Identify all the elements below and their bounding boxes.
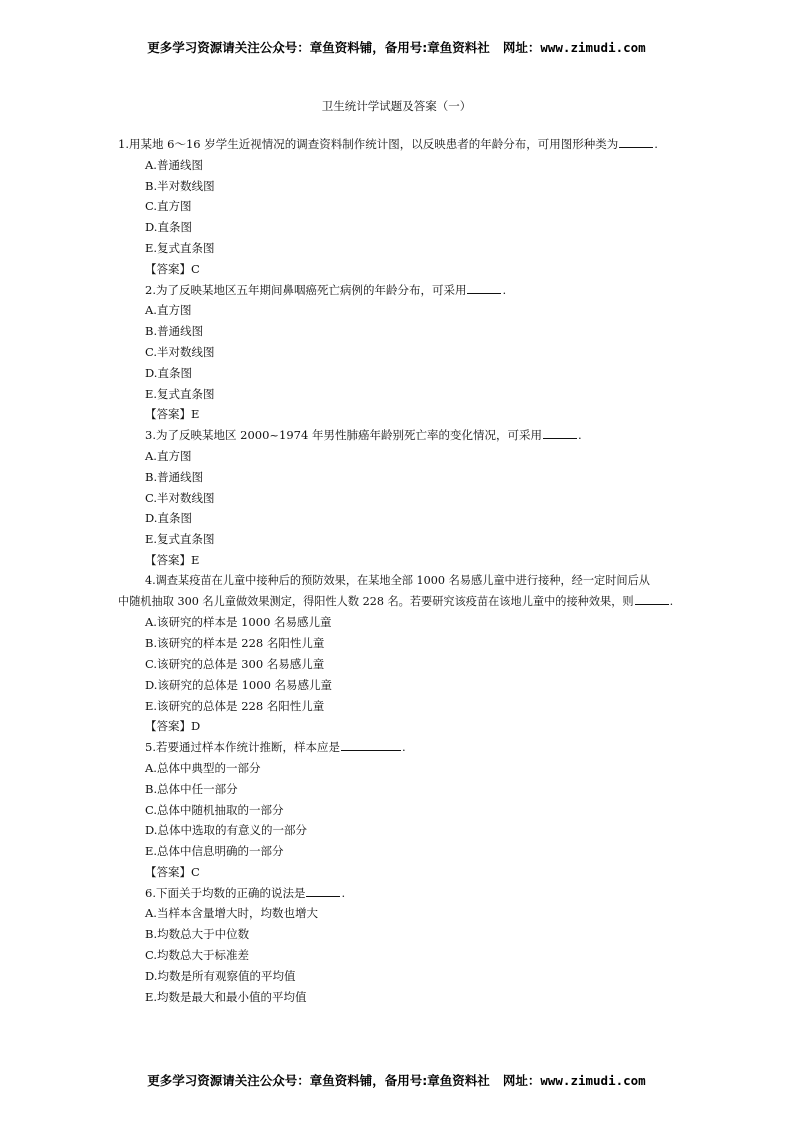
option-d: D.直条图 bbox=[145, 511, 192, 526]
question-4 bbox=[118, 571, 674, 737]
header-banner bbox=[0, 38, 793, 56]
question-stem: 3.为了反映某地区 2000~1974 年男性肺癌年龄别死亡率的变化情况，可采用 . bbox=[145, 428, 582, 443]
option-d: D.直条图 bbox=[145, 220, 192, 235]
option-e: E.复式直条图 bbox=[145, 240, 215, 255]
question-stem: 2.为了反映某地区五年期间鼻咽癌死亡病例的年龄分布，可采用 . bbox=[145, 282, 507, 297]
document-title: 卫生统计学试题及答案（一） bbox=[321, 99, 472, 113]
option-b: B.总体中任一部分 bbox=[145, 781, 238, 796]
question-5 bbox=[118, 737, 674, 883]
answer-line: 【答案】C bbox=[145, 864, 200, 879]
answer-line: 【答案】D bbox=[145, 719, 201, 734]
header-banner-url[interactable]: www.zimudi.com bbox=[540, 40, 646, 55]
answer-blank bbox=[467, 281, 501, 294]
option-a: A.直方图 bbox=[145, 448, 192, 463]
option-a: A.直方图 bbox=[145, 303, 192, 318]
option-e: E.均数是最大和最小值的平均值 bbox=[145, 989, 307, 1004]
header-banner-text: 更多学习资源请关注公众号：章鱼资料铺，备用号:章鱼资料社 网址： bbox=[147, 40, 541, 55]
answer-line: 【答案】C bbox=[145, 261, 200, 276]
option-e: E.复式直条图 bbox=[145, 386, 215, 401]
answer-blank bbox=[543, 426, 577, 439]
question-stem: 1.用某地 6～16 岁学生近视情况的调查资料制作统计图，以反映患者的年龄分布，可用图形种类为 . bbox=[118, 137, 658, 151]
footer-banner-url[interactable]: www.zimudi.com bbox=[540, 1073, 646, 1088]
question-1 bbox=[118, 134, 674, 280]
option-c: C.直方图 bbox=[145, 199, 192, 214]
question-2 bbox=[118, 280, 674, 426]
answer-line: 【答案】E bbox=[145, 407, 200, 422]
option-b: B.该研究的样本是 228 名阳性儿童 bbox=[145, 636, 325, 651]
answer-blank bbox=[635, 592, 669, 605]
option-b: B.均数总大于中位数 bbox=[145, 927, 250, 942]
question-stem-line-1: 4.调查某疫苗在儿童中接种后的预防效果，在某地全部 1000 名易感儿童中进行接种，经一定时间后从 bbox=[145, 573, 650, 587]
question-stem: 6.下面关于均数的正确的说法是 . bbox=[145, 885, 346, 900]
document-body bbox=[118, 134, 674, 1007]
option-c: C.均数总大于标准差 bbox=[145, 948, 250, 963]
footer-banner-text: 更多学习资源请关注公众号：章鱼资料铺，备用号:章鱼资料社 网址： bbox=[147, 1073, 541, 1088]
option-b: B.半对数线图 bbox=[145, 178, 215, 193]
option-c: C.该研究的总体是 300 名易感儿童 bbox=[145, 656, 325, 671]
option-e: E.该研究的总体是 228 名阳性儿童 bbox=[145, 698, 325, 713]
footer-banner bbox=[0, 1071, 793, 1089]
option-a: A.普通线图 bbox=[145, 157, 203, 172]
option-a: A.总体中典型的一部分 bbox=[145, 760, 261, 775]
answer-blank bbox=[619, 135, 653, 148]
option-c: C.半对数线图 bbox=[145, 344, 215, 359]
question-3 bbox=[118, 425, 674, 571]
option-d: D.总体中选取的有意义的一部分 bbox=[145, 823, 307, 838]
option-d: D.均数是所有观察值的平均值 bbox=[145, 968, 296, 983]
option-d: D.该研究的总体是 1000 名易感儿童 bbox=[145, 677, 333, 692]
answer-blank bbox=[306, 884, 340, 897]
option-c: C.半对数线图 bbox=[145, 490, 215, 505]
question-stem: 5.若要通过样本作统计推断，样本应是 . bbox=[145, 740, 406, 755]
question-6 bbox=[118, 883, 674, 1008]
option-e: E.总体中信息明确的一部分 bbox=[145, 844, 284, 859]
option-c: C.总体中随机抽取的一部分 bbox=[145, 802, 284, 817]
option-a: A.当样本含量增大时，均数也增大 bbox=[145, 906, 318, 921]
question-stem-line-2: 中随机抽取 300 名儿童做效果测定，得阳性人数 228 名。若要研究该疫苗在该地儿童中的接种效果，则 . bbox=[118, 592, 674, 613]
answer-blank bbox=[341, 738, 401, 751]
option-b: B.普通线图 bbox=[145, 324, 204, 339]
option-d: D.直条图 bbox=[145, 365, 192, 380]
option-b: B.普通线图 bbox=[145, 469, 204, 484]
answer-line: 【答案】E bbox=[145, 552, 200, 567]
option-e: E.复式直条图 bbox=[145, 532, 215, 547]
option-a: A.该研究的样本是 1000 名易感儿童 bbox=[145, 615, 332, 630]
